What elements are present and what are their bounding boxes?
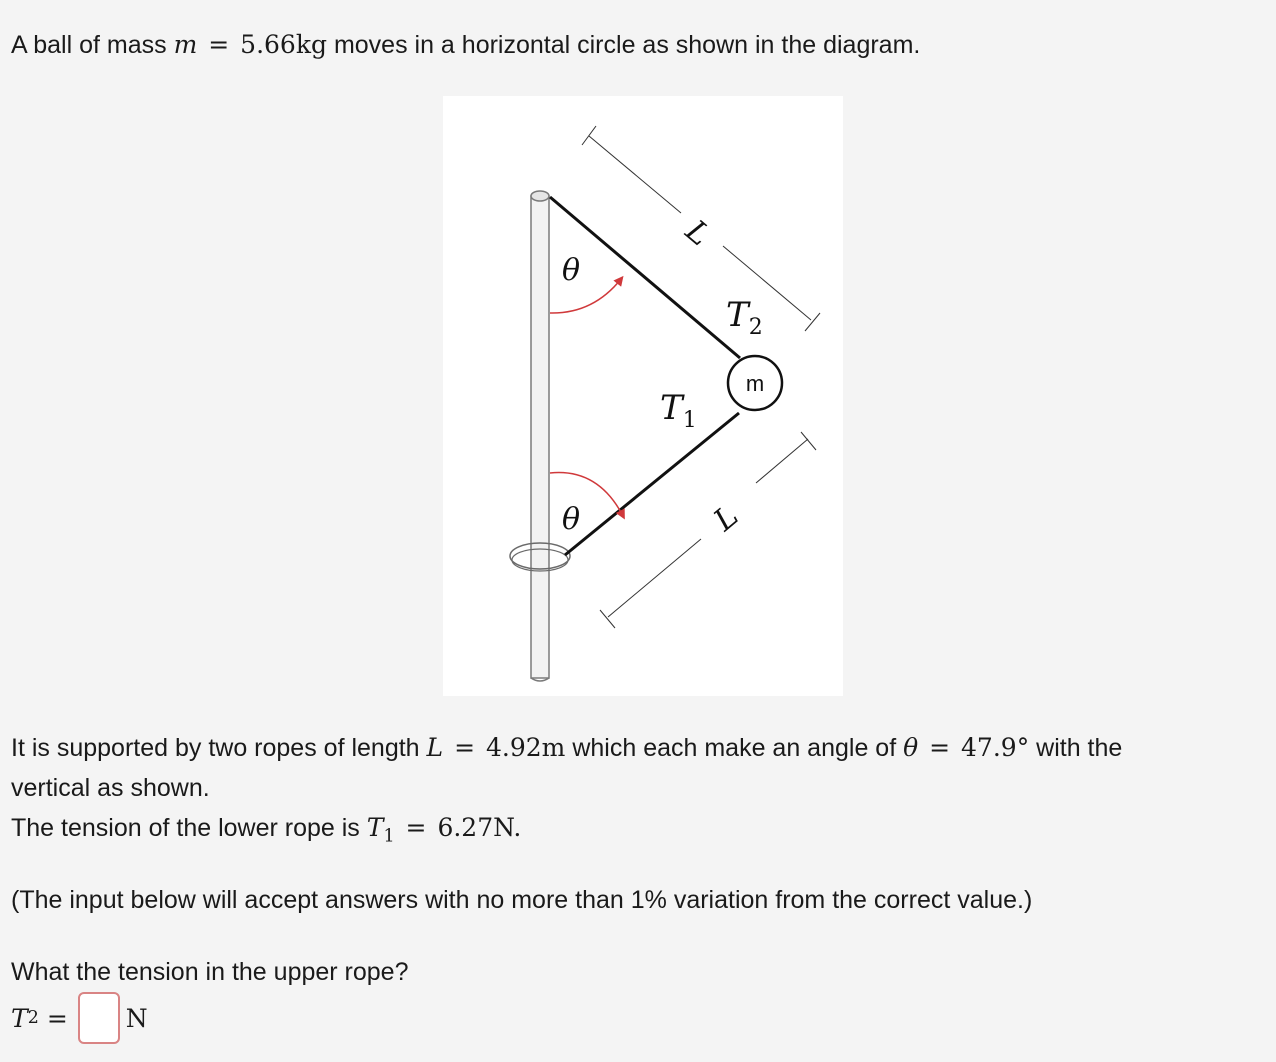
length-symbol: L bbox=[426, 733, 444, 762]
answer-symbol-sub: 2 bbox=[27, 1008, 39, 1028]
mass-equals: = bbox=[208, 30, 230, 59]
support-sentence bbox=[11, 733, 1122, 763]
tension-text-before: The tension of the lower rope is bbox=[11, 814, 360, 842]
t1-equals: = bbox=[405, 813, 427, 842]
t2-letter: T bbox=[726, 295, 749, 335]
question-text: What the tension in the upper rope? bbox=[11, 958, 409, 986]
t1-subscript: 1 bbox=[682, 408, 697, 433]
upper-angle-arc bbox=[550, 279, 621, 313]
angle-equals: = bbox=[929, 733, 951, 762]
mass-value: 5.66kg bbox=[240, 30, 327, 59]
support-text-after: with the bbox=[1036, 734, 1123, 762]
lower-rope bbox=[565, 413, 739, 555]
tension-sentence bbox=[11, 813, 521, 851]
t2-label bbox=[726, 295, 763, 340]
t2-subscript: 2 bbox=[748, 315, 763, 340]
intro-text-after: moves in a horizontal circle as shown in the diagram. bbox=[333, 31, 921, 59]
answer-row bbox=[11, 990, 148, 1046]
t1-label bbox=[660, 388, 697, 433]
mass-symbol: m bbox=[173, 30, 198, 59]
answer-equals: = bbox=[46, 1003, 68, 1033]
ball-label: m bbox=[745, 371, 765, 396]
intro-text-before: A ball of mass bbox=[11, 31, 167, 59]
diagram bbox=[443, 96, 843, 696]
theta-upper-label: θ bbox=[561, 253, 581, 288]
angle-symbol: θ bbox=[903, 733, 919, 762]
t1-symbol: T bbox=[366, 813, 384, 842]
support-text-before: It is supported by two ropes of length bbox=[11, 734, 420, 762]
length-equals: = bbox=[454, 733, 476, 762]
t1-value: 6.27N. bbox=[437, 813, 522, 842]
t1-letter: T bbox=[660, 388, 683, 428]
pole bbox=[531, 191, 549, 681]
diagram-svg bbox=[443, 96, 843, 696]
lower-length-label: L bbox=[707, 498, 746, 539]
theta-lower-label: θ bbox=[561, 502, 581, 537]
tolerance-note: (The input below will accept answers with no more than 1% variation from the correct value.) bbox=[11, 886, 1033, 914]
angle-value: 47.9° bbox=[961, 733, 1030, 762]
answer-symbol: T bbox=[11, 1003, 28, 1033]
support-continuation: vertical as shown. bbox=[11, 774, 210, 802]
answer-input[interactable] bbox=[78, 992, 120, 1044]
length-value: 4.92m bbox=[486, 733, 566, 762]
intro-sentence bbox=[11, 30, 920, 60]
t1-symbol-sub: 1 bbox=[383, 826, 395, 847]
lower-angle-arc bbox=[550, 473, 623, 516]
answer-unit: N bbox=[125, 1003, 148, 1033]
upper-length-label: L bbox=[678, 213, 717, 254]
support-text-middle: which each make an angle of bbox=[572, 734, 897, 762]
lower-length-dimension bbox=[600, 432, 816, 628]
